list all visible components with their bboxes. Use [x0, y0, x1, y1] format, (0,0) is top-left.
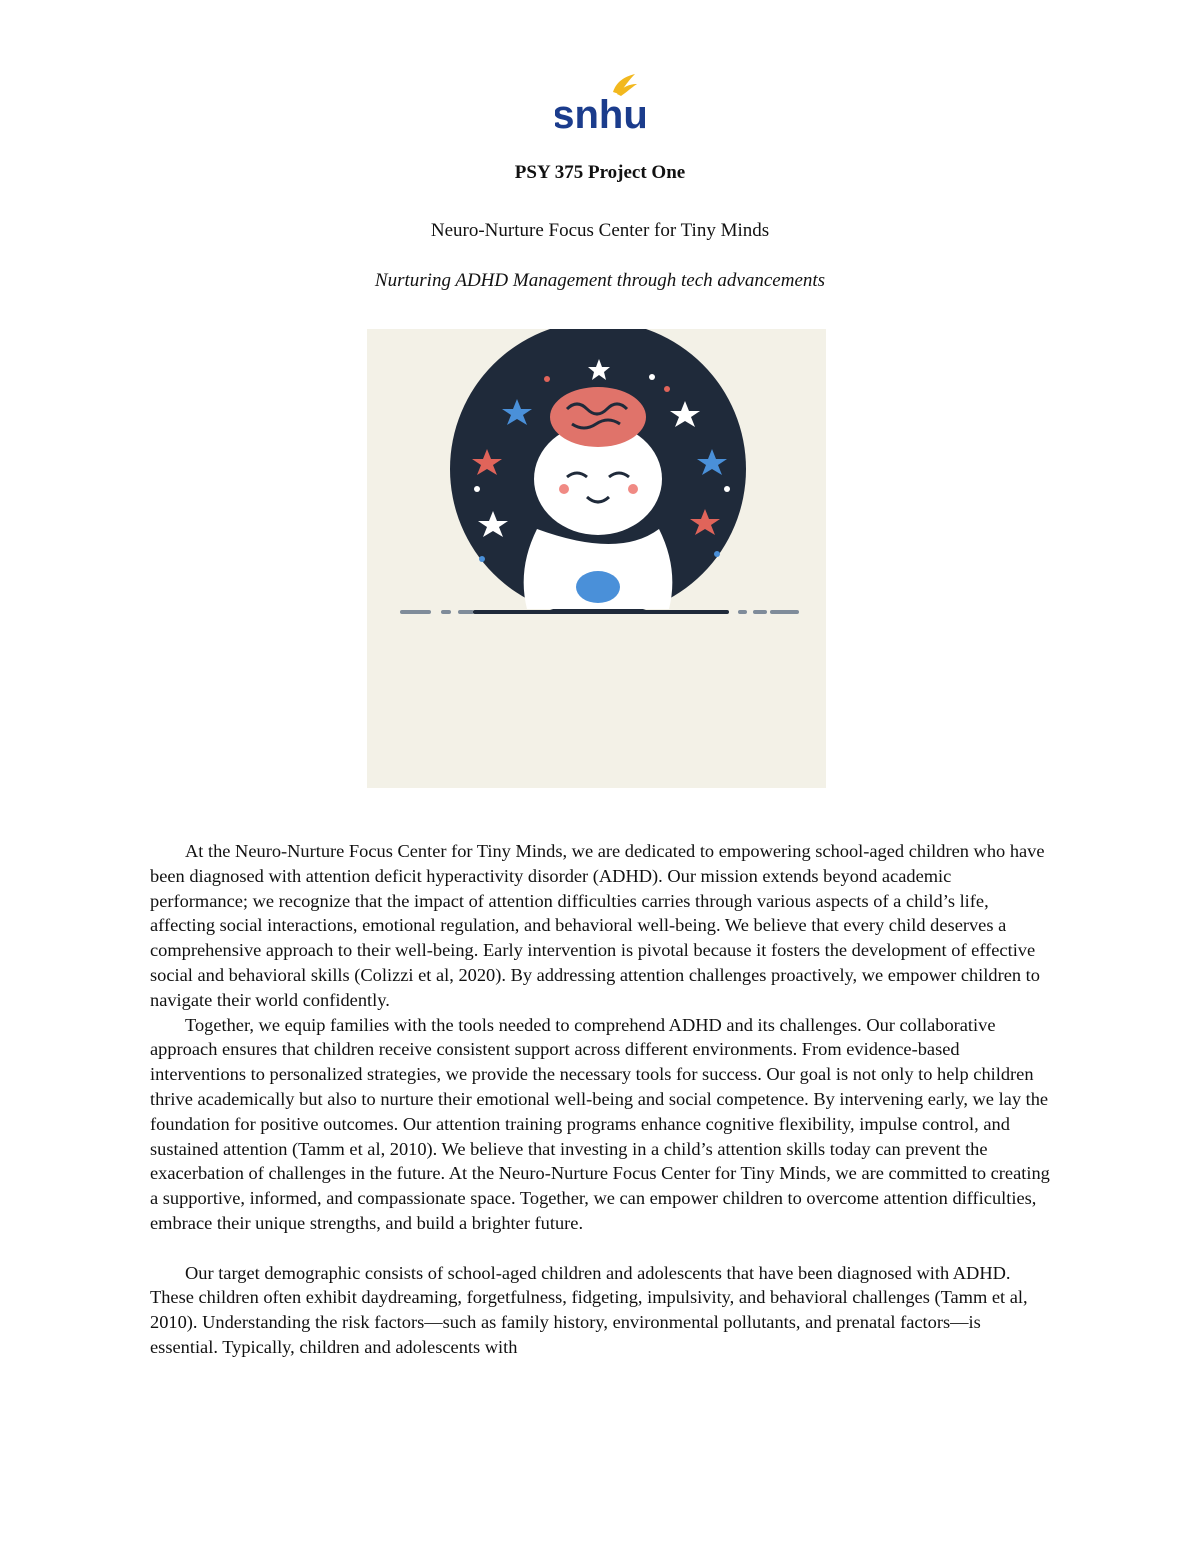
snhu-logo [555, 72, 645, 134]
document-tagline: Nurturing ADHD Management through tech advancements [374, 270, 826, 291]
brain-icon [550, 387, 646, 447]
body-text [150, 839, 1050, 1360]
paragraph: Together, we equip families with the tools needed to comprehend ADHD and its challenges. Our collaborative approach ensures that children receive consistent support across different environments. From evidence-based interventions to personalized strategies, we provide the necessary tools for success. Our goal is not only to help children thrive academically but also to nurture their emotional well-being and social competence. By intervening early, we lay the foundation for positive outcomes. Our attention training programs enhance cognitive flexibility, impulse control, and sustained attention (Tamm et al, 2010). We believe that investing in a child’s attention skills today can prevent the exacerbation of challenges in the future. At the Neuro-Nurture Focus Center for Tiny Minds, we are committed to creating a supportive, informed, and compassionate space. Together, we can empower children to overcome attention difficulties, embrace their unique strengths, and build a brighter future. [150, 1014, 1050, 1233]
document-title: PSY 375 Project One [514, 162, 686, 183]
document-subtitle: Neuro-Nurture Focus Center for Tiny Minds [430, 220, 770, 241]
neuro-nurture-emblem [367, 329, 826, 788]
paragraph: Our target demographic consists of school-aged children and adolescents that have been diagnosed with ADHD. These children often exhibit daydreaming, forgetfulness, fidgeting, impulsivity, and behavioral challenges (Tamm et al, 2010). Understanding the risk factors—such as family history, environmental pollutants, and prenatal factors—is essential. Typically, children and adolescents with [150, 1262, 1028, 1357]
paragraph: At the Neuro-Nurture Focus Center for Tiny Minds, we are dedicated to empowering school-aged children who have been diagnosed with attention deficit hyperactivity disorder (ADHD). Our mission extends beyond academic performance; we recognize that the impact of attention difficulties carries through various aspects of a child’s life, affecting social interactions, emotional regulation, and behavioral well-being. We believe that every child deserves a comprehensive approach to their well-being. Early intervention is pivotal because it fosters the development of effective social and behavioral skills (Colizzi et al, 2020). By addressing attention challenges proactively, we empower children to navigate their world confidently. [150, 841, 1045, 1010]
svg-text:snhu: snhu [555, 93, 645, 134]
blue-flower-icon [576, 571, 620, 603]
